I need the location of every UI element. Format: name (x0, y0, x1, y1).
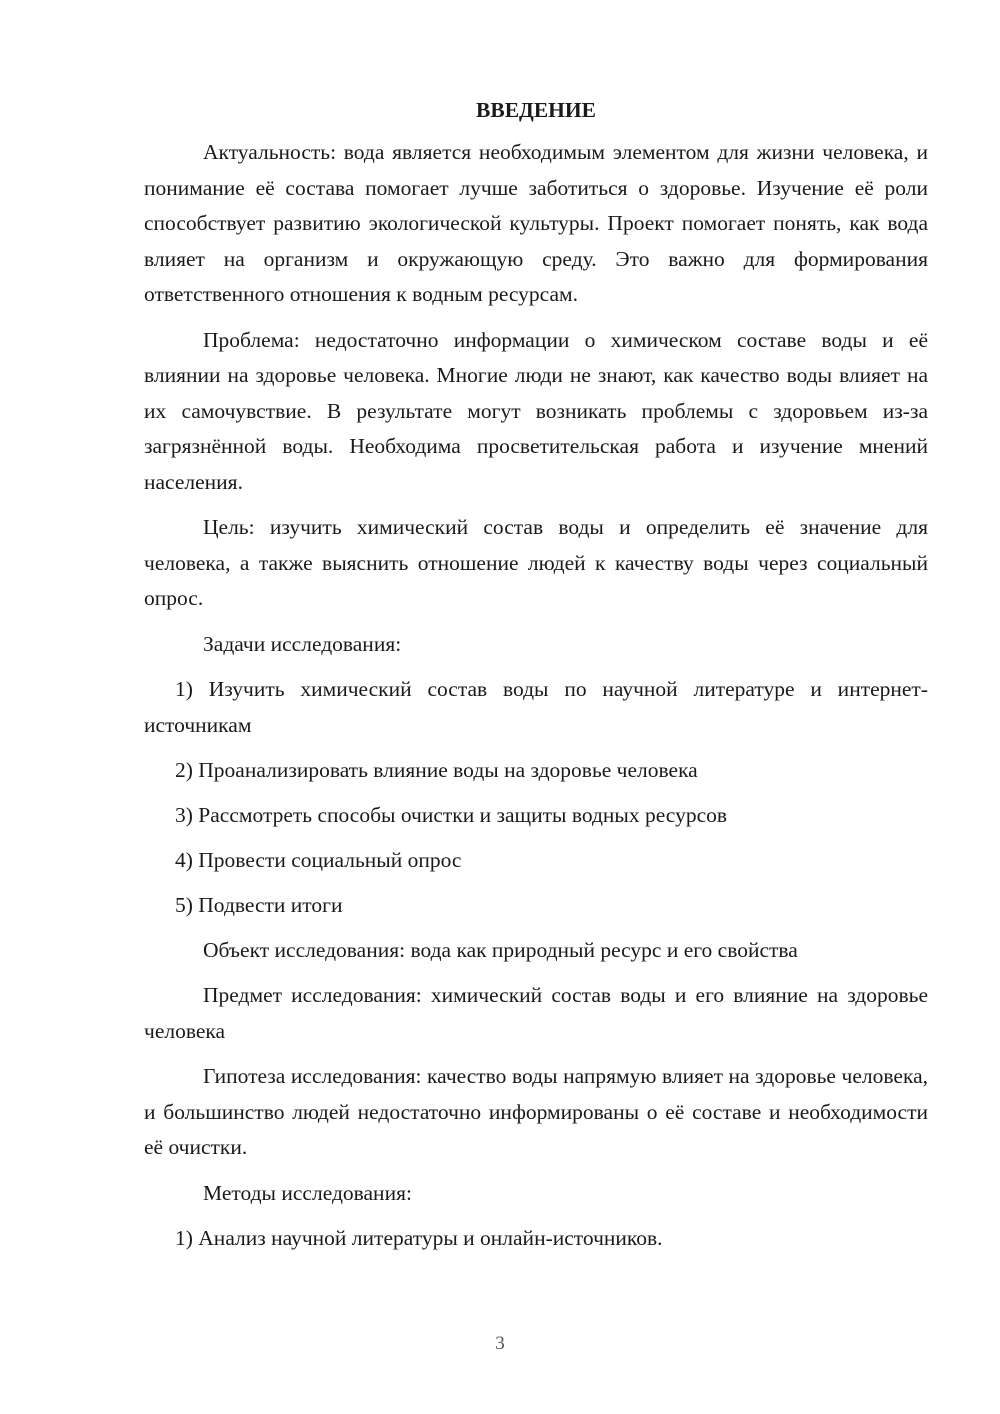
tasks-list (144, 672, 928, 923)
list-item: 4) Провести социальный опрос (175, 847, 462, 872)
methods-title: Методы исследования: (203, 1180, 412, 1205)
object-paragraph: Объект исследования: вода как природный ресурс и его свойства (203, 937, 798, 962)
page-number: 3 (495, 1333, 505, 1354)
tasks-title: Задачи исследования: (203, 631, 402, 656)
document-page (144, 95, 928, 1266)
list-item: 3) Рассмотреть способы очистки и защиты водных ресурсов (175, 802, 728, 827)
list-item: 2) Проанализировать влияние воды на здоровье человека (175, 757, 698, 782)
section-heading: ВВЕДЕНИЕ (476, 98, 596, 122)
list-item: 5) Подвести итоги (175, 892, 343, 917)
methods-list (144, 1221, 928, 1257)
hypothesis-paragraph: Гипотеза исследования: качество воды напрямую влияет на здоровье человека, и большинство людей недостаточно информированы о её составе и необходимости её очистки. (144, 1064, 928, 1159)
list-item: 1) Анализ научной литературы и онлайн-источников. (175, 1226, 663, 1250)
goal-paragraph: Цель: изучить химический состав воды и определить её значение для человека, а также выяснить отношение людей к качеству воды через социальный опрос. (144, 515, 928, 610)
list-item: 1) Изучить химический состав воды по научной литературе и интернет-источникам (144, 677, 928, 737)
subject-paragraph: Предмет исследования: химический состав воды и его влияние на здоровье человека (144, 983, 928, 1043)
relevance-paragraph: Актуальность: вода является необходимым элементом для жизни человека, и понимание её состава помогает лучше заботиться о здоровье. Изучение её роли способствует развитию экологической культуры. Проект помогает понять, как вода влияет на организм и окружающую среду. Это важно для формирования ответственного отношения к водным ресурсам. (144, 140, 928, 306)
problem-paragraph: Проблема: недостаточно информации о химическом составе воды и её влиянии на здоровье человека. Многие люди не знают, как качество воды влияет на их самочувствие. В результате могут возникать проблемы с здоровьем из-за загрязнённой воды. Необходима просветительская работа и изучение мнений населения. (144, 327, 928, 494)
